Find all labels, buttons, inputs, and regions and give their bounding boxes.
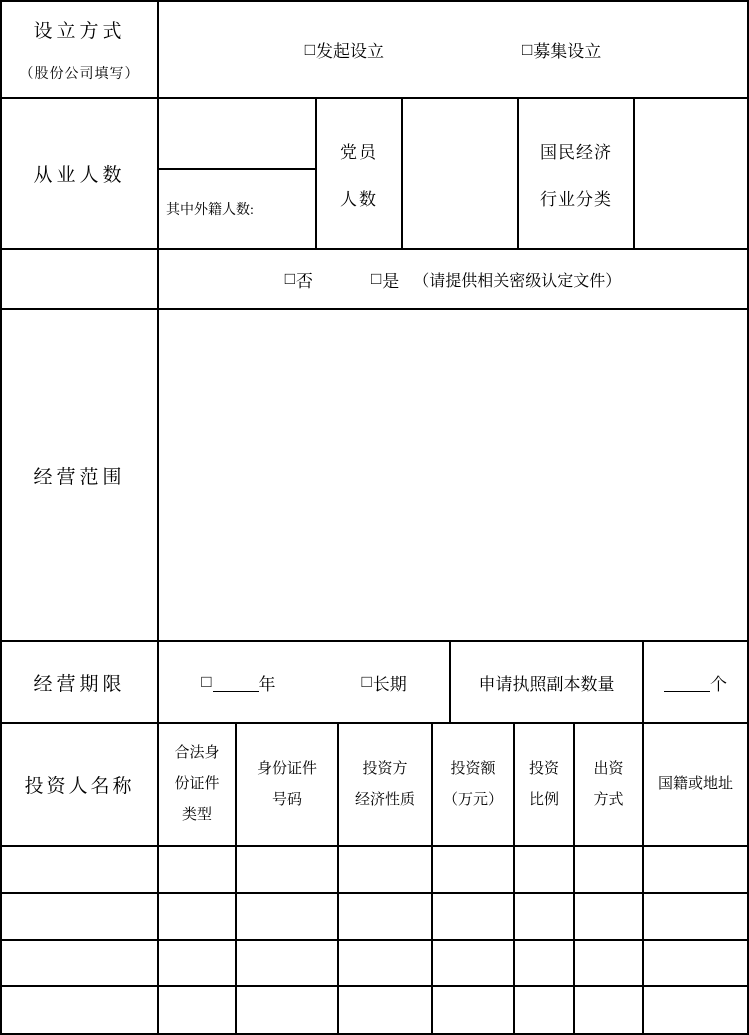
license-copies-label: 申请执照副本数量 bbox=[478, 674, 615, 694]
checkbox-icon[interactable]: □ bbox=[522, 39, 533, 59]
header-line: 经济性质 bbox=[354, 791, 415, 808]
option-secrecy-yes[interactable] bbox=[371, 267, 399, 292]
business-term-options-cell bbox=[159, 642, 451, 722]
investment-amount-cell[interactable] bbox=[433, 847, 515, 892]
row-employee-count bbox=[2, 99, 747, 250]
header-line: 份证件 bbox=[174, 776, 220, 793]
option-label: 长期 bbox=[372, 674, 407, 694]
party-members-line1: 党员 bbox=[340, 142, 378, 162]
investment-ratio-cell[interactable] bbox=[515, 941, 575, 985]
header-line: （万元） bbox=[442, 791, 503, 808]
investor-table-header-row bbox=[2, 724, 747, 847]
option-fixed-years[interactable] bbox=[201, 670, 275, 695]
contribution-method-cell[interactable] bbox=[575, 987, 644, 1033]
header-investor-name bbox=[2, 724, 159, 845]
contribution-method-cell[interactable] bbox=[575, 894, 644, 939]
header-line: 比例 bbox=[528, 791, 559, 808]
nationality-address-cell[interactable] bbox=[644, 894, 747, 939]
option-label: 是 bbox=[382, 271, 400, 291]
row-establishment-method bbox=[2, 2, 747, 99]
id-number-cell[interactable] bbox=[237, 987, 339, 1033]
row-business-term bbox=[2, 642, 747, 724]
party-members-input-cell[interactable] bbox=[403, 99, 519, 248]
foreign-employee-label[interactable]: 其中外籍人数: bbox=[166, 203, 254, 218]
header-line: 类型 bbox=[181, 806, 212, 823]
license-copies-label-cell bbox=[451, 642, 644, 722]
establishment-label-cell bbox=[2, 2, 159, 97]
party-members-label-cell bbox=[317, 99, 403, 248]
industry-class-line1: 国民经济 bbox=[540, 142, 612, 162]
economic-nature-cell[interactable] bbox=[339, 941, 433, 985]
checkbox-icon[interactable]: □ bbox=[361, 672, 372, 691]
years-suffix: 年 bbox=[258, 674, 276, 694]
header-investment-ratio bbox=[515, 724, 575, 845]
table-row bbox=[2, 894, 747, 941]
header-line: 国籍或地址 bbox=[657, 776, 733, 793]
header-investment-amount bbox=[433, 724, 515, 845]
option-fundraising-establishment[interactable] bbox=[522, 37, 601, 62]
industry-class-line2: 行业分类 bbox=[540, 189, 612, 209]
industry-class-input-cell[interactable] bbox=[635, 99, 747, 248]
option-initiated-establishment[interactable] bbox=[305, 37, 384, 62]
id-type-cell[interactable] bbox=[159, 894, 237, 939]
header-line: 投资 bbox=[528, 760, 559, 777]
investment-ratio-cell[interactable] bbox=[515, 847, 575, 892]
employee-count-input-area[interactable] bbox=[159, 99, 315, 170]
header-investor-economic-nature bbox=[339, 724, 433, 845]
id-type-cell[interactable] bbox=[159, 987, 237, 1033]
license-copies-count-cell bbox=[644, 642, 747, 722]
business-scope-label: 经营范围 bbox=[33, 466, 126, 488]
id-number-cell[interactable] bbox=[237, 847, 339, 892]
party-members-line2: 人数 bbox=[340, 189, 378, 209]
id-type-cell[interactable] bbox=[159, 941, 237, 985]
establishment-sublabel: （股份公司填写） bbox=[19, 67, 140, 82]
business-term-label-cell bbox=[2, 642, 159, 722]
header-line: 投资额 bbox=[450, 760, 496, 777]
employee-count-label: 从业人数 bbox=[33, 165, 126, 186]
establishment-options-cell bbox=[159, 2, 747, 97]
copies-unit: 个 bbox=[710, 674, 727, 694]
id-type-cell[interactable] bbox=[159, 847, 237, 892]
option-secrecy-no[interactable] bbox=[285, 267, 313, 292]
contribution-method-cell[interactable] bbox=[575, 941, 644, 985]
business-scope-label-cell bbox=[2, 310, 159, 640]
header-line: 出资 bbox=[593, 760, 624, 777]
investor-name-cell[interactable] bbox=[2, 894, 159, 939]
header-nationality-or-address bbox=[644, 724, 747, 845]
investment-ratio-cell[interactable] bbox=[515, 894, 575, 939]
option-label: 否 bbox=[295, 271, 313, 291]
business-term-label: 经营期限 bbox=[33, 673, 126, 695]
years-blank[interactable] bbox=[213, 672, 259, 692]
row-business-scope bbox=[2, 310, 747, 642]
copies-count-blank[interactable] bbox=[664, 672, 710, 692]
header-line: 投资方 bbox=[362, 760, 408, 777]
option-label: 募集设立 bbox=[533, 42, 602, 61]
option-label: 发起设立 bbox=[316, 42, 384, 61]
header-line: 方式 bbox=[593, 791, 624, 808]
header-line: 合法身 bbox=[174, 745, 220, 762]
investment-amount-cell[interactable] bbox=[433, 987, 515, 1033]
header-contribution-method bbox=[575, 724, 644, 845]
investor-name-cell[interactable] bbox=[2, 987, 159, 1033]
investment-amount-cell[interactable] bbox=[433, 894, 515, 939]
employee-count-label-cell bbox=[2, 99, 159, 248]
header-id-document-number bbox=[237, 724, 339, 845]
secrecy-options-cell bbox=[159, 250, 747, 308]
business-scope-input-area[interactable] bbox=[159, 310, 747, 640]
table-row bbox=[2, 847, 747, 894]
investor-name-cell[interactable] bbox=[2, 941, 159, 985]
investment-amount-cell[interactable] bbox=[433, 941, 515, 985]
nationality-address-cell[interactable] bbox=[644, 987, 747, 1033]
header-line: 投资人名称 bbox=[24, 776, 135, 797]
checkbox-icon[interactable]: □ bbox=[370, 269, 382, 288]
employee-count-subcell bbox=[159, 99, 317, 248]
investment-ratio-cell[interactable] bbox=[515, 987, 575, 1033]
checkbox-icon[interactable]: □ bbox=[284, 269, 295, 288]
table-row bbox=[2, 987, 747, 1033]
header-id-document-type bbox=[159, 724, 237, 845]
nationality-address-cell[interactable] bbox=[644, 847, 747, 892]
checkbox-icon[interactable]: □ bbox=[201, 672, 212, 691]
id-number-cell[interactable] bbox=[237, 894, 339, 939]
contribution-method-cell[interactable] bbox=[575, 847, 644, 892]
secrecy-note: （请提供相关密级认定文件） bbox=[413, 272, 622, 290]
id-number-cell[interactable] bbox=[237, 941, 339, 985]
secrecy-label-cell bbox=[2, 250, 159, 308]
option-long-term[interactable] bbox=[362, 670, 407, 695]
economic-nature-cell[interactable] bbox=[339, 987, 433, 1033]
header-line: 身份证件 bbox=[256, 760, 317, 777]
row-secrecy bbox=[2, 250, 747, 310]
industry-class-label-cell bbox=[519, 99, 635, 248]
investor-name-cell[interactable] bbox=[2, 847, 159, 892]
checkbox-icon[interactable]: □ bbox=[304, 39, 315, 59]
table-row bbox=[2, 941, 747, 987]
economic-nature-cell[interactable] bbox=[339, 894, 433, 939]
establishment-label: 设立方式 bbox=[33, 21, 126, 42]
economic-nature-cell[interactable] bbox=[339, 847, 433, 892]
nationality-address-cell[interactable] bbox=[644, 941, 747, 985]
header-line: 号码 bbox=[271, 791, 302, 808]
